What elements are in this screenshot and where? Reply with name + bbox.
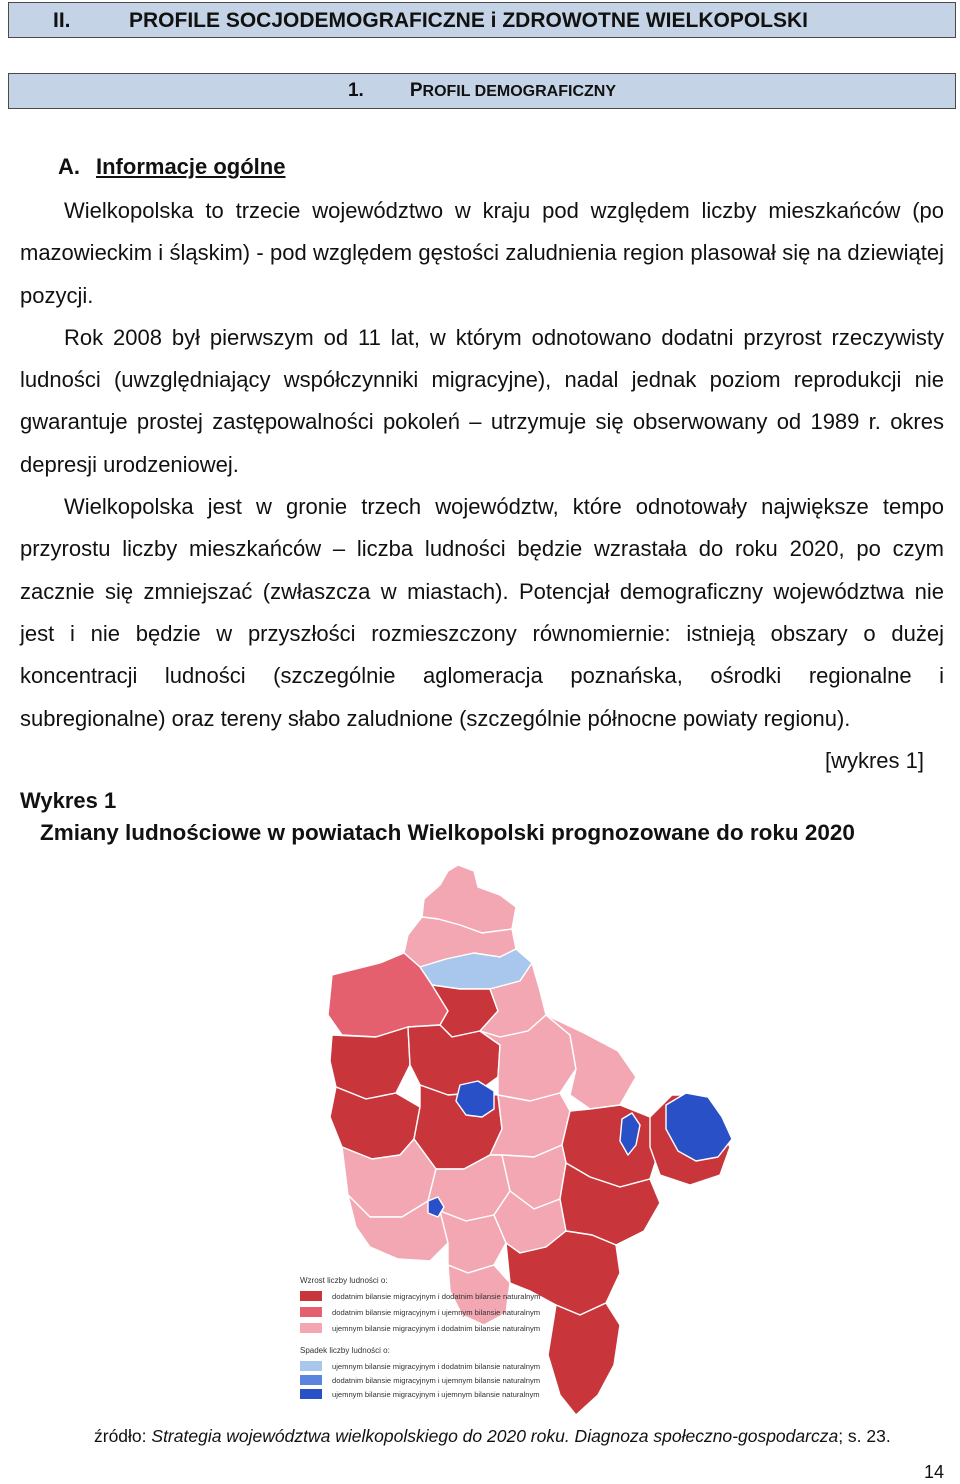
heading — [58, 154, 285, 180]
source-title: Strategia województwa wielkopolskiego do 2020 roku. Diagnoza społeczno-gospodarcza — [151, 1426, 839, 1446]
legend-increase-item-2: dodatnim bilansie migracyjnym i ujemnym bilansie naturalnym — [332, 1308, 541, 1317]
heading-title: Informacje ogólne — [96, 154, 286, 179]
legend-increase-item-3: ujemnym bilansie migracyjnym i dodatnim bilansie naturalnym — [332, 1324, 541, 1333]
legend-decrease-item-1: ujemnym bilansie migracyjnym i dodatnim bilansie naturalnym — [332, 1362, 541, 1371]
powiat-population-map — [0, 855, 960, 1415]
paragraph-1: Wielkopolska to trzecie województwo w kraju pod względem liczby mieszkańców (po mazowieckim i śląskim) - pod względem gęstości zaludnienia region plasował się na dziewiątej pozycji. — [20, 198, 944, 308]
legend-swatch-growth-weak — [300, 1323, 322, 1333]
figure-label: Wykres 1 — [20, 788, 117, 813]
subsection-title-rest: ROFIL DEMOGRAFICZNY — [422, 83, 617, 100]
legend-decrease-item-2: dodatnim bilansie migracyjnym i ujemnym bilansie naturalnym — [332, 1376, 541, 1385]
source-suffix: ; s. 23. — [838, 1426, 891, 1446]
section-number: II. — [53, 9, 71, 32]
legend-swatch-growth-strong — [300, 1291, 322, 1301]
region-west-1 — [330, 1027, 410, 1099]
subsection-number: 1. — [347, 80, 364, 101]
map-legend — [300, 1276, 541, 1399]
section-header-bar — [8, 2, 956, 38]
page-number: 14 — [923, 1462, 944, 1482]
section-title: PROFILE SOCJODEMOGRAFICZNE i ZDROWOTNE WIELKOPOLSKI — [129, 9, 809, 32]
subsection-title-initial: P — [409, 80, 423, 101]
legend-swatch-decline-medium — [300, 1375, 322, 1385]
body-text — [20, 190, 944, 782]
paragraph-2: Rok 2008 był pierwszym od 11 lat, w którym odnotowano dodatni przyrost rzeczywisty ludności (uwzględniający współczynniki migracyjne), nadal jednak poziom reprodukcji nie gwarantuje prostej zastępowalności pokoleń – utrzymuje się obserwowany od 1989 r. okres depresji urodzeniowej. — [20, 324, 944, 477]
legend-increase-title: Wzrost liczby ludności o: — [300, 1276, 388, 1285]
paragraph-3 — [20, 486, 944, 773]
legend-swatch-decline-strong — [300, 1389, 322, 1399]
legend-decrease-title: Spadek liczby ludności o: — [300, 1346, 390, 1355]
figure-reference: [wykres 1] — [824, 747, 924, 773]
region-south-5 — [548, 1303, 620, 1415]
heading-letter: A. — [58, 154, 80, 179]
paragraph-3-text: Wielkopolska jest w gronie trzech województw, które odnotowały największe tempo przyrostu liczby mieszkańców – liczba ludności będzie wzrastała do roku 2020, po czym zacznie się zmniejszać (zwłaszcza w miastach). Potencjał demograficzny województwa nie jest i nie będzie w przyszłości rozmieszczony równomiernie: istnieją obszary o dużej koncentracji ludności (szczególnie aglomeracja poznańska, ośrodki regionalne i subregionalne) oraz tereny słabo zaludnione (szczególnie północne powiaty regionu). — [20, 494, 944, 731]
figure-source — [94, 1426, 891, 1447]
legend-swatch-growth-medium — [300, 1307, 322, 1317]
legend-increase-item-1: dodatnim bilansie migracyjnym i dodatnim bilansie naturalnym — [332, 1292, 541, 1301]
subsection-header-bar — [8, 73, 956, 109]
source-prefix: źródło: — [94, 1426, 152, 1446]
legend-decrease-item-3: ujemnym bilansie migracyjnym i ujemnym bilansie naturalnym — [332, 1390, 540, 1399]
figure-title: Zmiany ludnościowe w powiatach Wielkopolski prognozowane do roku 2020 — [40, 820, 855, 845]
legend-swatch-decline-weak — [300, 1361, 322, 1371]
